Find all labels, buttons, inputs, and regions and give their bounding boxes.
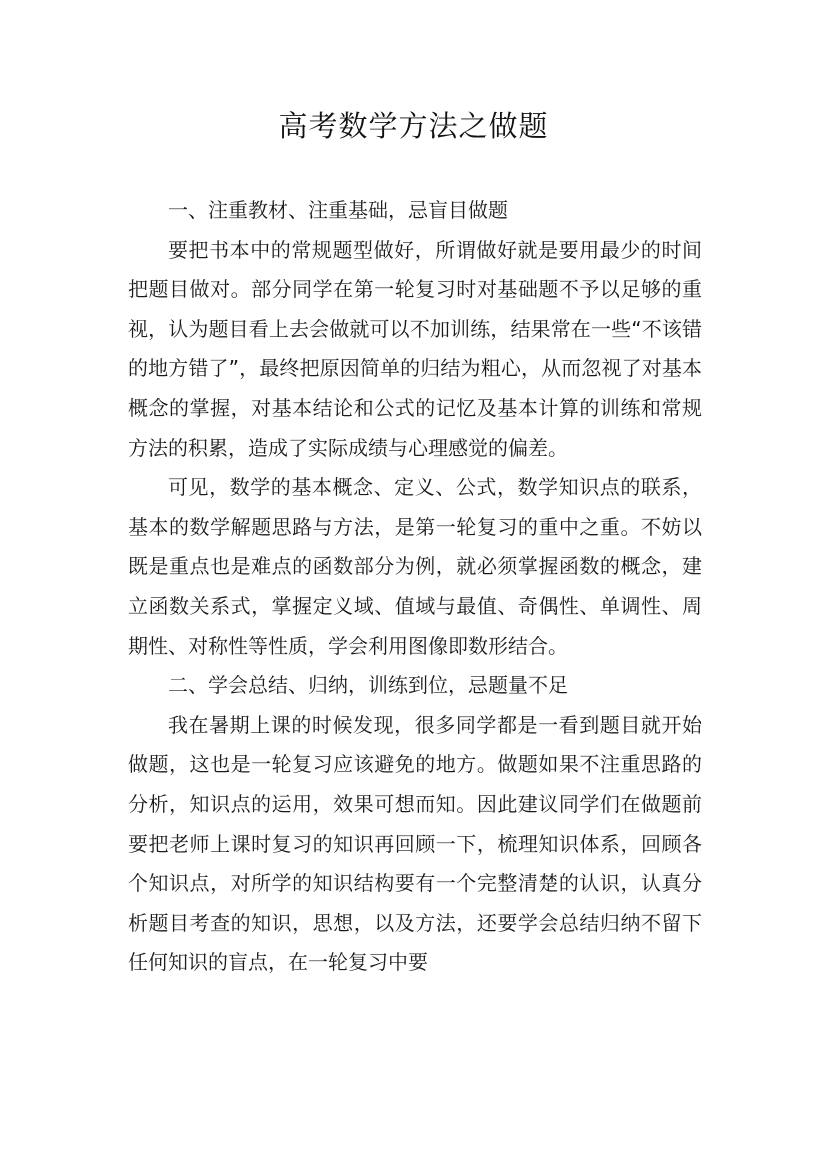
paragraph: 可见，数学的基本概念、定义、公式，数学知识点的联系，基本的数学解题思路与方法，是第一轮复习的重中之重。不妨以既是重点也是难点的函数部分为例，就必须掌握函数的概念，建立函数关系式，掌握定义域、值域与最值、奇偶性、单调性、周期性、对称性等性质，学会利用图像即数形结合。 (128, 475, 702, 658)
section-heading-1: 一、注重教材、注重基础，忌盲目做题 (168, 198, 508, 222)
section-heading-2: 二、学会总结、归纳，训练到位，忌题量不足 (168, 673, 568, 698)
document-title: 高考数学方法之做题 (278, 109, 549, 143)
paragraph: 要把书本中的常规题型做好，所谓做好就是要用最少的时间把题目做对。部分同学在第一轮复习时对基础题不予以足够的重视，认为题目看上去会做就可以不加训练，结果常在一些“不该错的地方错了”，最终把原因简单的归结为粗心，从而忽视了对基本概念的掌握，对基本结论和公式的记忆及基本计算的训练和常规方法的积累，造成了实际成绩与心理感觉的偏差。 (128, 237, 702, 460)
paragraph: 我在暑期上课的时候发现，很多同学都是一看到题目就开始做题，这也是一轮复习应该避免的地方。做题如果不注重思路的分析，知识点的运用，效果可想而知。因此建议同学们在做题前要把老师上课时复习的知识再回顾一下，梳理知识体系，回顾各个知识点，对所学的知识结构要有一个完整清楚的认识，认真分析题目考查的知识，思想，以及方法，还要学会总结归纳不留下任何知识的盲点，在一轮复习中要 (128, 712, 702, 975)
document-body (128, 191, 702, 983)
